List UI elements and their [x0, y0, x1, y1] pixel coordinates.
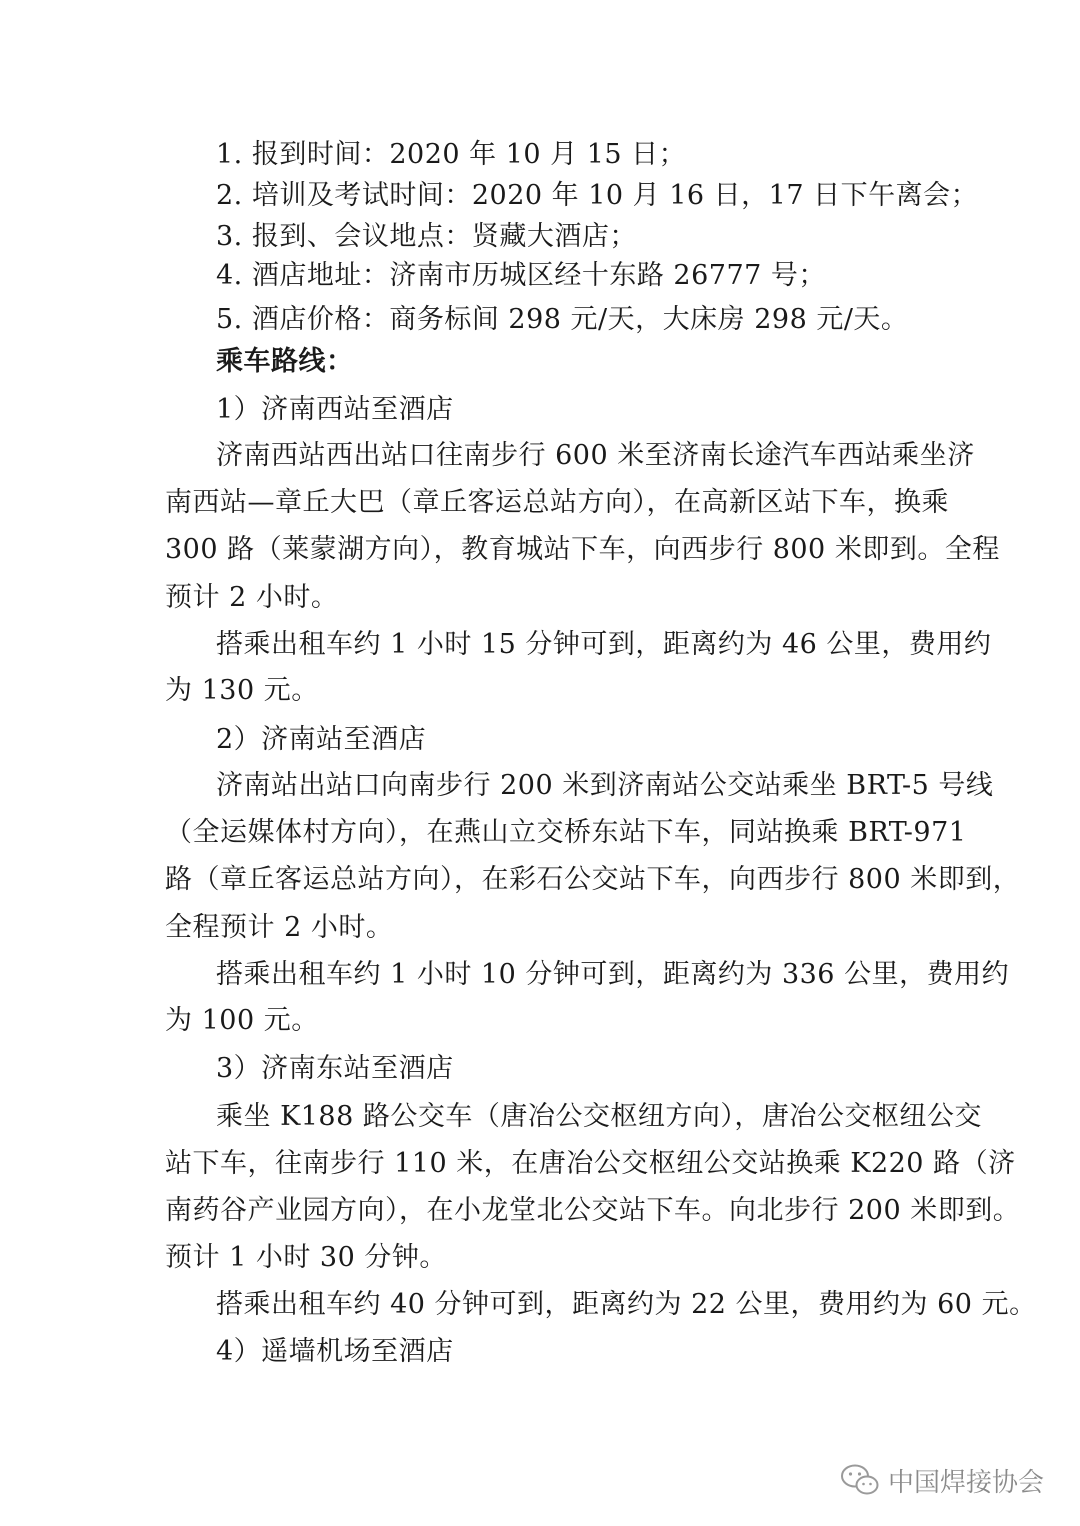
info-item-training-time: 2. 培训及考试时间：2020 年 10 月 16 日，17 日下午离会； — [216, 180, 979, 211]
route2-line: （全运媒体村方向），在燕山立交桥东站下车，同站换乘 BRT-971 — [165, 817, 967, 848]
route2-line: 全程预计 2 小时。 — [165, 912, 394, 943]
route2-line: 济南站出站口向南步行 200 米到济南站公交站乘坐 BRT-5 号线 — [216, 770, 994, 801]
route2-title: 2）济南站至酒店 — [216, 724, 427, 755]
route3-title: 3）济南东站至酒店 — [216, 1053, 454, 1084]
route3-line: 站下车，往南步行 110 米，在唐冶公交枢纽公交站换乘 K220 路（济 — [165, 1148, 1016, 1179]
route1-line: 预计 2 小时。 — [165, 582, 339, 613]
route2-taxi-line: 为 100 元。 — [165, 1005, 319, 1036]
watermark-text: 中国焊接协会 — [887, 1467, 1044, 1498]
wechat-icon — [840, 1463, 880, 1497]
info-item-venue: 3. 报到、会议地点：贤藏大酒店； — [216, 221, 637, 252]
route4-title: 4）遥墙机场至酒店 — [216, 1336, 454, 1367]
route2-taxi-line: 搭乘出租车约 1 小时 10 分钟可到，距离约为 336 公里，费用约 — [216, 959, 1010, 990]
route3-line: 乘坐 K188 路公交车（唐冶公交枢纽方向），唐冶公交枢纽公交 — [216, 1101, 982, 1132]
routes-heading: 乘车路线： — [216, 346, 354, 377]
route1-line: 南西站—章丘大巴（章丘客运总站方向），在高新区站下车，换乘 — [165, 487, 949, 518]
info-item-hotel-price: 5. 酒店价格：商务标间 298 元/天，大床房 298 元/天。 — [216, 304, 909, 335]
route3-line: 预计 1 小时 30 分钟。 — [165, 1242, 447, 1273]
route2-line: 路（章丘客运总站方向），在彩石公交站下车，向西步行 800 米即到， — [165, 864, 1021, 895]
route1-line: 济南西站西出站口往南步行 600 米至济南长途汽车西站乘坐济 — [216, 440, 975, 471]
route1-taxi-line: 为 130 元。 — [165, 675, 319, 706]
route1-title: 1）济南西站至酒店 — [216, 394, 454, 425]
route3-taxi-line: 搭乘出租车约 40 分钟可到，距离约为 22 公里，费用约为 60 元。 — [216, 1289, 1037, 1320]
watermark — [840, 1460, 1044, 1500]
route1-line: 300 路（莱蒙湖方向），教育城站下车，向西步行 800 米即到。全程 — [165, 534, 1000, 565]
info-item-hotel-address: 4. 酒店地址：济南市历城区经十东路 26777 号； — [216, 260, 826, 291]
info-item-checkin-time: 1. 报到时间：2020 年 10 月 15 日； — [216, 139, 687, 170]
route3-line: 南药谷产业园方向），在小龙堂北公交站下车。向北步行 200 米即到。 — [165, 1195, 1021, 1226]
route1-taxi-line: 搭乘出租车约 1 小时 15 分钟可到，距离约为 46 公里，费用约 — [216, 629, 992, 660]
